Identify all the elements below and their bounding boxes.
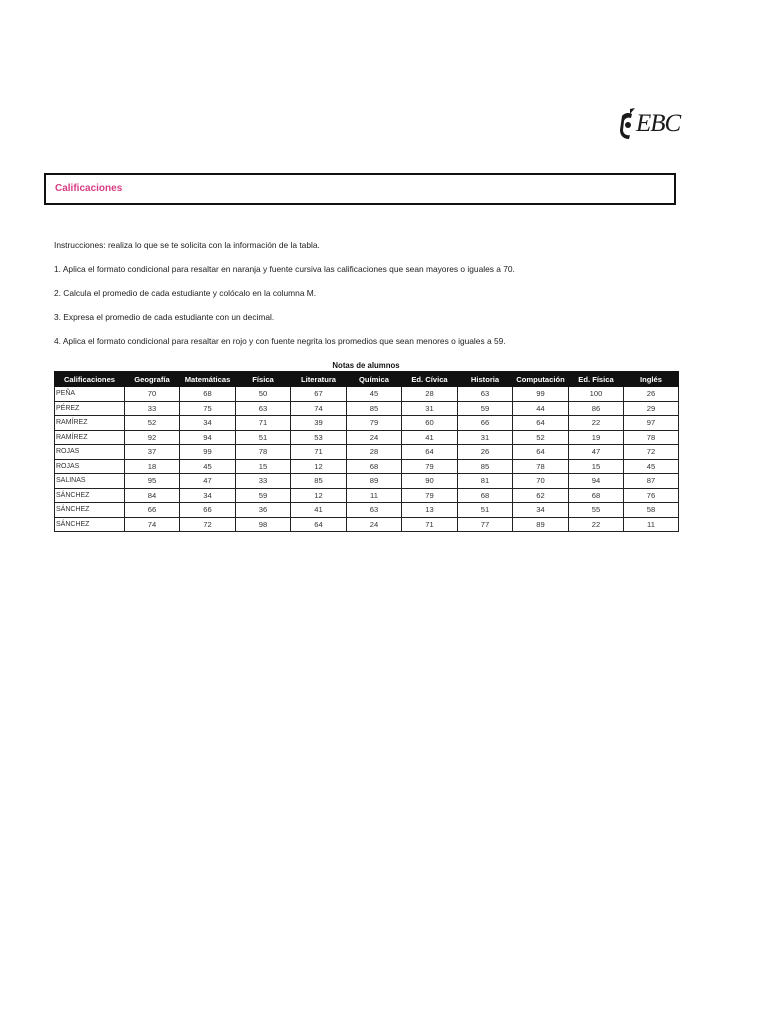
grade-cell[interactable]: 26: [624, 387, 679, 402]
grade-cell[interactable]: 97: [624, 416, 679, 431]
grade-cell[interactable]: 50: [236, 387, 291, 402]
grade-cell[interactable]: 12: [291, 459, 347, 474]
student-name-cell[interactable]: SALINAS: [55, 474, 125, 489]
student-name-cell[interactable]: PÉREZ: [55, 401, 125, 416]
grade-cell[interactable]: 85: [291, 474, 347, 489]
grade-cell[interactable]: 18: [125, 459, 180, 474]
grade-cell[interactable]: 28: [402, 387, 458, 402]
grade-cell[interactable]: 62: [513, 488, 569, 503]
grade-cell[interactable]: 55: [569, 503, 624, 518]
grade-cell[interactable]: 92: [125, 430, 180, 445]
student-name-cell[interactable]: ROJAS: [55, 445, 125, 460]
grade-cell[interactable]: 15: [236, 459, 291, 474]
grade-cell[interactable]: 90: [402, 474, 458, 489]
grade-cell[interactable]: 59: [236, 488, 291, 503]
grade-cell[interactable]: 33: [236, 474, 291, 489]
grade-cell[interactable]: 99: [513, 387, 569, 402]
table-row: [55, 430, 679, 445]
grade-cell[interactable]: 34: [180, 488, 236, 503]
grade-cell[interactable]: 64: [402, 445, 458, 460]
grade-cell[interactable]: 66: [180, 503, 236, 518]
grade-cell[interactable]: 51: [236, 430, 291, 445]
student-name-cell[interactable]: PEÑA: [55, 387, 125, 402]
grade-cell[interactable]: 79: [402, 488, 458, 503]
student-name-cell[interactable]: RAMÍREZ: [55, 416, 125, 431]
grade-cell[interactable]: 45: [624, 459, 679, 474]
header-cell: Ed. Física: [569, 372, 624, 387]
grade-cell[interactable]: 72: [180, 517, 236, 532]
grade-cell[interactable]: 74: [291, 401, 347, 416]
instruction-3: 3. Expresa el promedio de cada estudiante con un decimal.: [54, 312, 275, 322]
grade-cell[interactable]: 64: [513, 445, 569, 460]
grade-cell[interactable]: 64: [513, 416, 569, 431]
grade-cell[interactable]: 99: [180, 445, 236, 460]
grades-table: [54, 371, 679, 532]
header-cell: Literatura: [291, 372, 347, 387]
grade-cell[interactable]: 24: [347, 517, 402, 532]
grade-cell[interactable]: 44: [513, 401, 569, 416]
grade-cell[interactable]: 36: [236, 503, 291, 518]
header-cell: Inglés: [624, 372, 679, 387]
grade-cell[interactable]: 75: [180, 401, 236, 416]
grade-cell[interactable]: 70: [513, 474, 569, 489]
grade-cell[interactable]: 52: [513, 430, 569, 445]
instruction-4: 4. Aplica el formato condicional para resaltar en rojo y con fuente negrita los promedios que sean menores o iguales a 59.: [54, 336, 506, 346]
grade-cell[interactable]: 68: [569, 488, 624, 503]
grade-cell[interactable]: 60: [402, 416, 458, 431]
grade-cell[interactable]: 29: [624, 401, 679, 416]
grade-cell[interactable]: 33: [125, 401, 180, 416]
page-title: Calificaciones: [55, 183, 123, 194]
table-row: [55, 416, 679, 431]
header-cell: Calificaciones: [55, 372, 125, 387]
table-header-row: [55, 372, 679, 387]
grade-cell[interactable]: 66: [458, 416, 513, 431]
grade-cell[interactable]: 19: [569, 430, 624, 445]
grade-cell[interactable]: 94: [180, 430, 236, 445]
grade-cell[interactable]: 58: [624, 503, 679, 518]
table-row: [55, 401, 679, 416]
grade-cell[interactable]: 26: [458, 445, 513, 460]
grade-cell[interactable]: 24: [347, 430, 402, 445]
grade-cell[interactable]: 81: [458, 474, 513, 489]
header-cell: Historia: [458, 372, 513, 387]
grade-cell[interactable]: 66: [125, 503, 180, 518]
grade-cell[interactable]: 76: [624, 488, 679, 503]
table-body: [55, 387, 679, 532]
table-title: Notas de alumnos: [332, 361, 400, 370]
grade-cell[interactable]: 28: [347, 445, 402, 460]
header-cell: Matemáticas: [180, 372, 236, 387]
grade-cell[interactable]: 71: [291, 445, 347, 460]
ebc-emblem-icon: [619, 108, 637, 140]
instruction-2: 2. Calcula el promedio de cada estudiante y colócalo en la columna M.: [54, 288, 317, 298]
header-cell: Ed. Cívica: [402, 372, 458, 387]
grade-cell[interactable]: 79: [347, 416, 402, 431]
grade-cell[interactable]: 89: [513, 517, 569, 532]
grade-cell[interactable]: 41: [402, 430, 458, 445]
table-row: [55, 459, 679, 474]
student-name-cell[interactable]: RAMÍREZ: [55, 430, 125, 445]
table-row: [55, 503, 679, 518]
grade-cell[interactable]: 78: [624, 430, 679, 445]
table-row: [55, 445, 679, 460]
grade-cell[interactable]: 51: [458, 503, 513, 518]
table-row: [55, 474, 679, 489]
grade-cell[interactable]: 71: [236, 416, 291, 431]
grade-cell[interactable]: 98: [236, 517, 291, 532]
grade-cell[interactable]: 74: [125, 517, 180, 532]
header-cell: Química: [347, 372, 402, 387]
header-cell: Computación: [513, 372, 569, 387]
grade-cell[interactable]: 72: [624, 445, 679, 460]
grade-cell[interactable]: 39: [291, 416, 347, 431]
grade-cell[interactable]: 85: [458, 459, 513, 474]
grade-cell[interactable]: 31: [402, 401, 458, 416]
table-row: [55, 488, 679, 503]
title-box: [44, 173, 676, 205]
grade-cell[interactable]: 13: [402, 503, 458, 518]
grade-cell[interactable]: 89: [347, 474, 402, 489]
grade-cell[interactable]: 15: [569, 459, 624, 474]
grade-cell[interactable]: 68: [347, 459, 402, 474]
grade-cell[interactable]: 94: [569, 474, 624, 489]
ebc-logo: [619, 108, 685, 142]
student-name-cell[interactable]: SÁNCHEZ: [55, 517, 125, 532]
grade-cell[interactable]: 84: [125, 488, 180, 503]
grade-cell[interactable]: 85: [347, 401, 402, 416]
grade-cell[interactable]: 52: [125, 416, 180, 431]
grade-cell[interactable]: 34: [513, 503, 569, 518]
grade-cell[interactable]: 31: [458, 430, 513, 445]
grade-cell[interactable]: 47: [180, 474, 236, 489]
grade-cell[interactable]: 53: [291, 430, 347, 445]
grade-cell[interactable]: 45: [180, 459, 236, 474]
instruction-1: 1. Aplica el formato condicional para resaltar en naranja y fuente cursiva las calificaciones que sean mayores o iguales a 70.: [54, 264, 515, 274]
grade-cell[interactable]: 77: [458, 517, 513, 532]
grade-cell[interactable]: 22: [569, 416, 624, 431]
grade-cell[interactable]: 64: [291, 517, 347, 532]
grade-cell[interactable]: 95: [125, 474, 180, 489]
grade-cell[interactable]: 79: [402, 459, 458, 474]
grade-cell[interactable]: 68: [180, 387, 236, 402]
grade-cell[interactable]: 63: [458, 387, 513, 402]
grade-cell[interactable]: 45: [347, 387, 402, 402]
grade-cell[interactable]: 11: [624, 517, 679, 532]
grade-cell[interactable]: 68: [458, 488, 513, 503]
grade-cell[interactable]: 11: [347, 488, 402, 503]
student-name-cell[interactable]: SÁNCHEZ: [55, 503, 125, 518]
grade-cell[interactable]: 87: [624, 474, 679, 489]
grade-cell[interactable]: 86: [569, 401, 624, 416]
student-name-cell[interactable]: SÁNCHEZ: [55, 488, 125, 503]
logo-text: EBC: [636, 110, 681, 137]
header-cell: Geografía: [125, 372, 180, 387]
grade-cell[interactable]: 63: [236, 401, 291, 416]
grade-cell[interactable]: 59: [458, 401, 513, 416]
student-name-cell[interactable]: ROJAS: [55, 459, 125, 474]
table-row: [55, 517, 679, 532]
grade-cell[interactable]: 47: [569, 445, 624, 460]
header-cell: Física: [236, 372, 291, 387]
grade-cell[interactable]: 34: [180, 416, 236, 431]
table-row: [55, 387, 679, 402]
instructions-intro: Instrucciones: realiza lo que se te solicita con la información de la tabla.: [54, 240, 320, 250]
grade-cell[interactable]: 37: [125, 445, 180, 460]
grade-cell[interactable]: 12: [291, 488, 347, 503]
grade-cell[interactable]: 22: [569, 517, 624, 532]
grade-cell[interactable]: 67: [291, 387, 347, 402]
grade-cell[interactable]: 41: [291, 503, 347, 518]
grade-cell[interactable]: 78: [513, 459, 569, 474]
grade-cell[interactable]: 71: [402, 517, 458, 532]
grade-cell[interactable]: 78: [236, 445, 291, 460]
grade-cell[interactable]: 63: [347, 503, 402, 518]
grade-cell[interactable]: 70: [125, 387, 180, 402]
grade-cell[interactable]: 100: [569, 387, 624, 402]
